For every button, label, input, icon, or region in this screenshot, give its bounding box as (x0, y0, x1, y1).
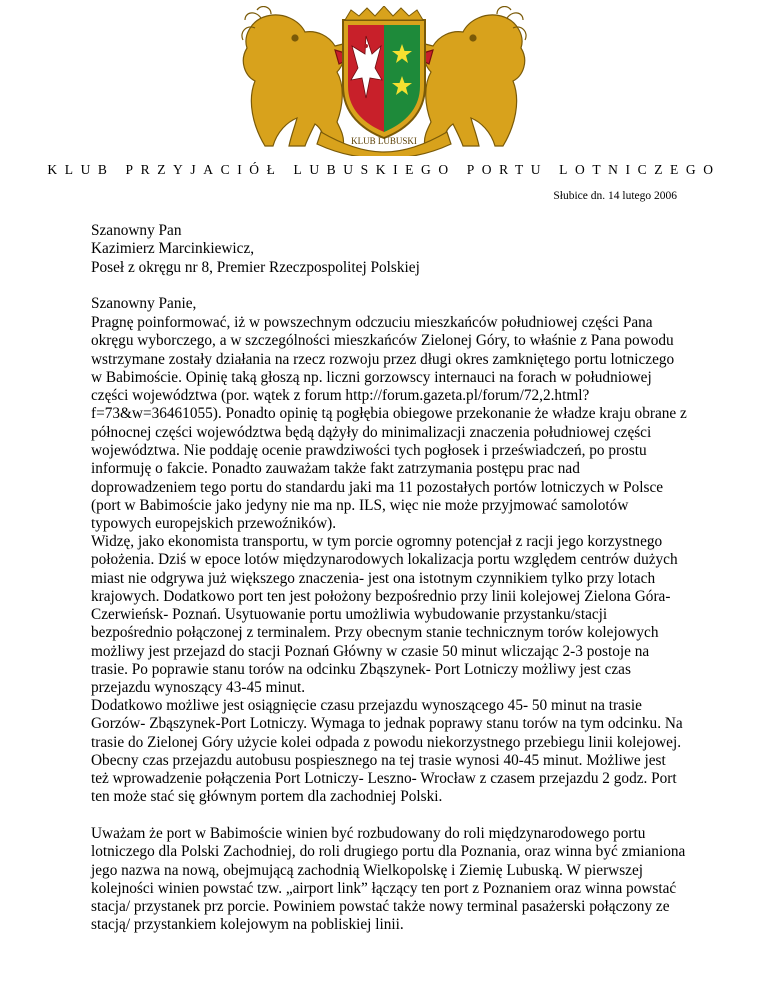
letter-paragraph (91, 825, 687, 935)
coat-of-arms-logo (225, 6, 543, 156)
paragraph-text: Widzę, jako ekonomista transportu, w tym porcie ogromny potencjał z racji jego korzystnego położenia. Dziś w epoce lotów międzynarodowych lokalizacja portu względem centrów dużych miast nie odgrywa już większego znaczenia- jest ona istotnym czynnikiem tylko przy lotach krajowych. Dodatkowo port ten jest położony bezpośrednio przy linii kolejowej Zielona Góra- Czerwieńsk- Poznań. Usytuowanie portu umożliwia wybudowanie przystanku/stacji bezpośrednio połączonej z terminalem. Przy obecnym stanie technicznym torów kolejowych możliwy jest przejazd do stacji Poznań Główny w czasie 50 minut wliczając 2-3 postoje na trasie. Po poprawie stanu torów na odcinku Zbąszynek- Port Lotniczy możliwy jest czas przejazdu wynoszący 43-45 minut. (91, 533, 678, 697)
crest-motto-text: KLUB LUBUSKI (351, 136, 417, 146)
letter-date: Słubice dn. 14 lutego 2006 (553, 190, 677, 202)
paragraph-text: Pragnę poinformować, iż w powszechnym odczuciu mieszkańców południowej części Pana okręgu wyborczego, a w szczególności mieszkańców Zielonej Góry, to właśnie z Pana powodu wstrzymane zostały działania na rzecz rozwoju przez długi okres zamkniętego portu lotniczego w Babimoście. Opinię taką głoszą np. liczni gorzowscy internauci na forach w południowej części województwa (por. wątek z forum http://forum.gazeta.pl/forum/72,2.html?f=73&w=36461055). Ponadto opinię tą pogłębia obiegowe przekonanie że władze kraju obrane z północnej części województwa będą dążyły do minimalizacji znaczenia południowej części województwa. Nie poddaję ocenie prawdziwości tych pogłosek i przeświadczeń, po prostu informuję o fakcie. Ponadto zauważam także fakt zatrzymania postępu prac nad doprowadzeniem tego portu do standardu jaki ma 11 pozostałych portów lotniczych w Polsce (port w Babimoście jako jedyny nie ma np. ILS, więc nie może przyjmować samolotów typowych europejskich przewoźników). (91, 314, 687, 533)
crown-ornament (345, 6, 423, 20)
recipient-line: Poseł z okręgu nr 8, Premier Rzeczpospolitej Polskiej (91, 258, 420, 276)
letter-paragraph (91, 314, 687, 534)
letter-paragraph (91, 533, 687, 698)
letter-paragraph (91, 697, 687, 807)
recipient-line: Szanowny Pan (91, 222, 182, 239)
left-lion-supporter (242, 7, 355, 146)
organization-name: KLUB PRZYJACIÓŁ LUBUSKIEGO PORTU LOTNICZEGO (47, 162, 721, 177)
recipient-line: Kazimierz Marcinkiewicz, (91, 240, 255, 258)
paragraph-text: Dodatkowo możliwe jest osiągnięcie czasu przejazdu wynoszącego 45- 50 minut na trasie Gorzów- Zbąszynek-Port Lotniczy. Wymaga to jednak poprawy stanu torów na tym odcinku. Na trasie do Zielonej Góry użycie kolei odpada z powodu niekorzystnego przebiegu linii kolejowej. Obecny czas przejazdu autobusu pospiesznego na tej trasie wynosi 40-45 minut. Możliwe jest też wprowadzenie połączenia Port Lotniczy- Leszno- Wrocław z czasem przejazdu 2 godz. Port ten może stać się głównym portem dla zachodniej Polski. (91, 697, 683, 806)
shield-icon (343, 20, 425, 138)
paragraph-text: Uważam że port w Babimoście winien być rozbudowany do roli międzynarodowego portu lotniczego dla Polski Zachodniej, do roli drugiego portu dla Poznania, oraz winna być zmianiona jego nazwa na nową, obejmującą zachodnią Wielkopolskę i Ziemię Lubuską. W pierwszej kolejności winien powstać tzw. „airport link” łączący ten port z Poznaniem oraz winna powstać stacja/ przystanek prz porcie. Powiniem powstać także nowy terminal pasażerski połączony ze stacją/ przystankiem kolejowym na pobliskiej linii. (91, 825, 686, 934)
recipient-address (91, 222, 687, 277)
salutation: Szanowny Panie, (91, 295, 197, 312)
right-lion-supporter (413, 7, 526, 146)
